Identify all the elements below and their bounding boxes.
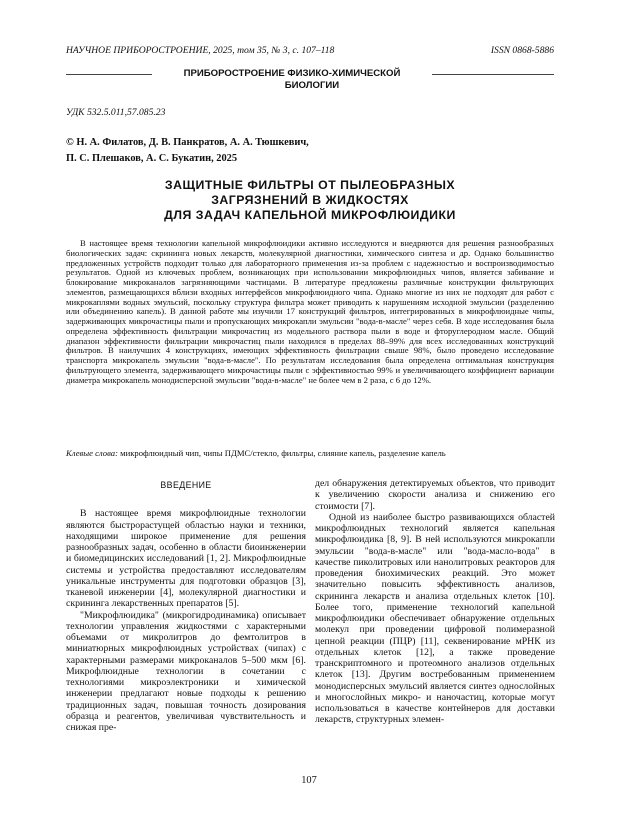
paragraph: "Микрофлюидика" (микрогидродинамика) описывает технологии управления жидкостями с характерными объемами от микролитров до фемтолитров в миниатюрных микрофлюидных устройствах (чипах) с характерными размерами микроканалов 5–500 мкм [6]. Микрофлюидные технологии в сочетании с технологиями микроэлектроники и химической инженерии предлагают новые подходы к решению традиционных задач, повышая точность дозирования образца и реагентов, увеличивая чувствительность и снижая пре- <box>66 609 306 733</box>
copyright-symbol: © <box>66 137 74 148</box>
intro-heading: ВВЕДЕНИЕ <box>160 480 212 490</box>
paragraph: В настоящее время микрофлюидные технологии являются быстрорастущей областью науки и техники, находящими широкое применение для решения разнообразных задач, особенно в области биоинженерии и биомедицинских исследований [1, 2]. Микрофлюидные системы и устройства предоставляют исследователям уникальные инструменты для подготовки образцов [3], тканевой инженерии [4], молекулярной диагностики и скрининга лекарственных препаратов [5]. <box>66 508 306 610</box>
issn: ISSN 0868-5886 <box>490 45 554 56</box>
keywords-text: микрофлюидный чип, чипы ПДМС/стекло, фильтры, слияние капель, разделение капель <box>117 448 446 458</box>
authors-line1: Н. А. Филатов, Д. В. Панкратов, А. А. Тюшкевич, <box>76 137 309 148</box>
paragraph: Одной из наиболее быстро развивающихся областей микрофлюидных технологий является капельная микрофлюидика [8, 9]. В ней используются микрокапли эмульсии "вода-в-масле" или "вода-масло-вода" в качестве пиколитровых или нанолитровых реакторов для проведения биохимических реакций. Это может значительно повысить эффективность анализов, скрининга лекарств и анализа отдельных клеток [10]. Более того, применение технологий капельной микрофлюидики обеспечивает обнаружение отдельных молекул при проведении цифровой полимеразной цепной реакции (ПЦР) [11], секвенирование мРНК из отдельных клеток [12], а также проведение транскриптомного и протеомного анализов отдельных клеток [13]. Другим востребованным применением монодисперсных эмульсий является синтез однослойных и многослойных микро- и наночастиц, которые могут использоваться в качестве контейнеров для доставки лекарств, структурных элемен- <box>315 511 555 726</box>
right-column <box>315 478 555 726</box>
left-column <box>66 478 306 733</box>
keywords-label: Клевые слова: <box>66 448 118 458</box>
article-title-line2: ЗАГРЯЗНЕНИЙ В ЖИДКОСТЯХ <box>211 193 409 208</box>
keywords <box>66 448 554 458</box>
authors-line2: П. С. Плешаков, А. С. Букатин, 2025 <box>66 153 238 164</box>
running-header <box>66 45 554 56</box>
section-rule-right <box>432 74 554 75</box>
section-title-line1: ПРИБОРОСТРОЕНИЕ ФИЗИКО-ХИМИЧЕСКОЙ <box>183 68 401 79</box>
udk-code: УДК 532.5.011,57.085.23 <box>66 107 166 118</box>
article-title-line1: ЗАЩИТНЫЕ ФИЛЬТРЫ ОТ ПЫЛЕОБРАЗНЫХ <box>164 178 456 192</box>
journal-citation: НАУЧНОЕ ПРИБОРОСТРОЕНИЕ, 2025, том 35, № 3, с. 107–118 <box>66 45 335 56</box>
article-title-line3: ДЛЯ ЗАДАЧ КАПЕЛЬНОЙ МИКРОФЛЮИДИКИ <box>164 208 456 223</box>
article-title <box>66 178 554 224</box>
section-banner <box>66 68 554 80</box>
abstract: В настоящее время технологии капельной микрофлюидики активно исследуются и внедряются для решения разнообразных биологических задач: скрининга новых лекарств, молекулярной диагностики, химического синтеза и др. Однако большинство предложенных устройств подходит только для лабораторного применения из-за проблем с надежностью и воспроизводимостью результатов. Одной из ключевых проблем, возникающих при использовании микрофлюидных чипов, является забивание и блокирование микроканалов загрязняющими частицами. В литературе предложены различные конструкции фильтрующих элементов, размещающихся вблизи входных интерфейсов микрофлюидного чипа. Однако многие из них не подходят для работ с микрокаплями водных эмульсий, поскольку структура фильтра может приводить к нарушениям исходной эмульсии (разделению или объединению капель). В данной работе мы изучили 17 конструкций фильтров, интегрированных в микрофлюидные чипы, задерживающих микрочастицы пыли и пропускающих микрокапли эмульсии "вода-в-масле" через себя. В ходе исследования была определена эффективность фильтрации микрочастиц из модельного раствора пыли в воде и фторуглеродном масле. Общий диапазон эффективности фильтрации микрочастиц пыли находился в пределах 88–99% для всех исследованных конструкций фильтров. В наилучших 4 конструкциях, имеющих эффективность фильтрации свыше 98%, было проведено исследование транспорта микрокапель эмульсии "вода-в-масле". По результатам исследования была определена оптимальная конструкция фильтрующего элемента, задерживающего микрочастицы пыли с эффективностью 99% и увеличивающего коэффициент вариации диаметра микрокапель монодисперсной эмульсии "вода-в-масле" не более чем в 2 раза, с 6 до 12%. <box>66 238 554 385</box>
page-number: 107 <box>301 775 317 786</box>
paragraph: дел обнаружения детектируемых объектов, что приводит к увеличению скорости анализа и снижению его стоимости [7]. <box>315 478 555 512</box>
section-rule-left <box>66 74 152 75</box>
section-title <box>152 68 432 80</box>
authors <box>66 135 546 167</box>
section-title-line2: БИОЛОГИИ <box>284 80 340 91</box>
